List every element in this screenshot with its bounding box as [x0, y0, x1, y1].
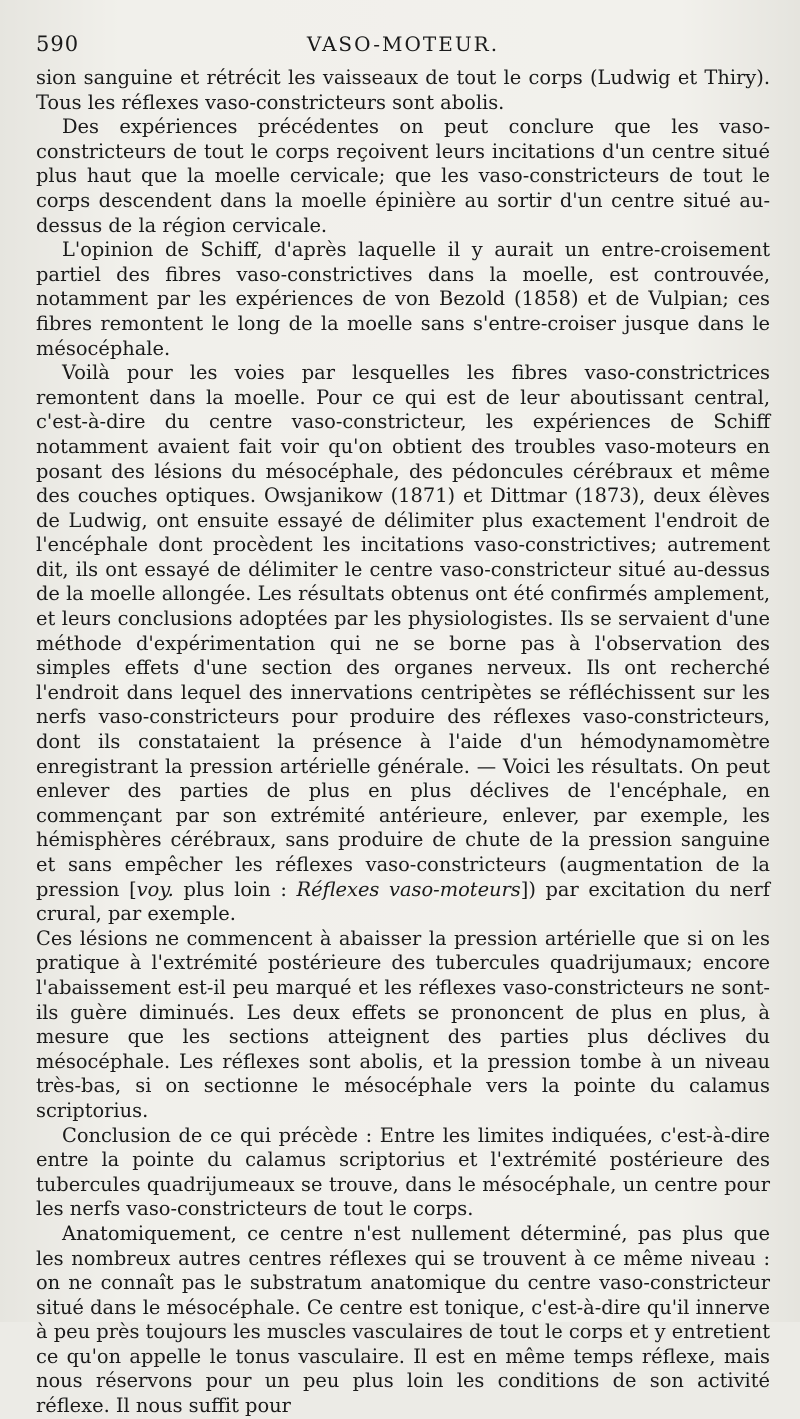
running-title: VASO-MOTEUR.	[306, 32, 500, 56]
reference-italic: voy.	[136, 877, 174, 901]
paragraph-continued: sion sanguine et rétrécit les vaisseaux de tout le corps (Ludwig et Thiry). Tous les réflexes vaso-constricteurs sont abolis.	[36, 66, 770, 114]
paragraph: Anatomiquement, ce centre n'est nullement déterminé, pas plus que les nombreux autres centres réflexes qui se trouvent à ce même niveau : on ne connaît pas le substratum anatomique du centre vaso-constricteur situé dans le mésocéphale. Ce centre est tonique, c'est-à-dire qu'il innerve à peu près toujours les muscles vasculaires de tout le corps et y entretient ce qu'on appelle le tonus vasculaire. Il est en même temps réflexe, mais nous réservons pour un peu plus loin les conditions de son activité réflexe. Il nous suffit pour	[36, 1221, 770, 1418]
paragraph	[36, 361, 770, 927]
paragraph-text-end: ]) par excitation du nerf crural, par exemple.	[36, 877, 770, 926]
paragraph-continued: Ces lésions ne commencent à abaisser la pression artérielle que si on les pratique à l'extrémité postérieure des tubercules quadrijumaux; encore l'abaissement est-il peu marqué et les réflexes vaso-constricteurs ne sont-ils guère diminués. Les deux effets se prononcent de plus en plus, à mesure que les sections atteignent des parties plus déclives du mésocéphale. Les réflexes sont abolis, et la pression tombe à un niveau très-bas, si on sectionne le mésocéphale vers la pointe du calamus scriptorius.	[36, 926, 770, 1122]
reference-title: Réflexes vaso-moteurs	[296, 877, 521, 901]
reference-text: plus loin :	[183, 877, 297, 901]
page-number: 590	[36, 32, 80, 56]
paragraph: Conclusion de ce qui précède : Entre les limites indiquées, c'est-à-dire entre la pointe du calamus scriptorius et l'extrémité postérieure des tubercules quadrijumeaux se trouve, dans le mésocéphale, un centre pour les nerfs vaso-constricteurs de tout le corps.	[36, 1123, 770, 1221]
running-head	[36, 28, 770, 66]
paragraph: Des expériences précédentes on peut conclure que les vaso-constricteurs de tout le corps reçoivent leurs incitations d'un centre situé plus haut que la moelle cervicale; que les vaso-constricteurs de tout le corps descendent dans la moelle épinière au sortir d'un centre situé au-dessus de la région cervicale.	[36, 115, 770, 237]
body-text	[36, 66, 770, 1419]
paragraph-text: Voilà pour les voies par lesquelles les fibres vaso-constrictrices remontent dans la moelle. Pour ce qui est de leur aboutissant central, c'est-à-dire du centre vaso-constricteur, les expériences de Schiff notamment avaient fait voir qu'on obtient des troubles vaso-moteurs en posant des lésions du mésocéphale, des pédoncules cérébraux et même des couches optiques. Owsjanikow (1871) et Dittmar (1873), deux élèves de Ludwig, ont ensuite essayé de délimiter plus exactement l'endroit de l'encéphale dont procèdent les incitations vaso-constrictives; autrement dit, ils ont essayé de délimiter le centre vaso-constricteur situé au-dessus de la moelle allongée. Les résultats obtenus ont été confirmés amplement, et leurs conclusions adoptées par les physiologistes. Ils se servaient d'une méthode d'expérimentation qui ne se borne pas à l'observation des simples effets d'une section des organes nerveux. Ils ont recherché l'endroit dans lequel des innervations centripètes se réfléchissent sur les nerfs vaso-constricteurs pour produire des réflexes vaso-constricteurs, dont ils constataient la présence à l'aide d'un hémodynamomètre enregistrant la pression artérielle générale. — Voici les résultats. On peut enlever des parties de plus en plus déclives de l'encéphale, en commençant par son extrémité antérieure, enlever, par exemple, les hémisphères cérébraux, sans produire de chute de la pression sanguine et sans empêcher les réflexes vaso-constricteurs (augmentation de la pression [	[36, 361, 770, 901]
paragraph: L'opinion de Schiff, d'après laquelle il y aurait un entre-croisement partiel des fibres vaso-constrictives dans la moelle, est controuvée, notamment par les expériences de von Bezold (1858) et de Vulpian; ces fibres remontent le long de la moelle sans s'entre-croiser jusque dans le mésocéphale.	[36, 238, 770, 360]
